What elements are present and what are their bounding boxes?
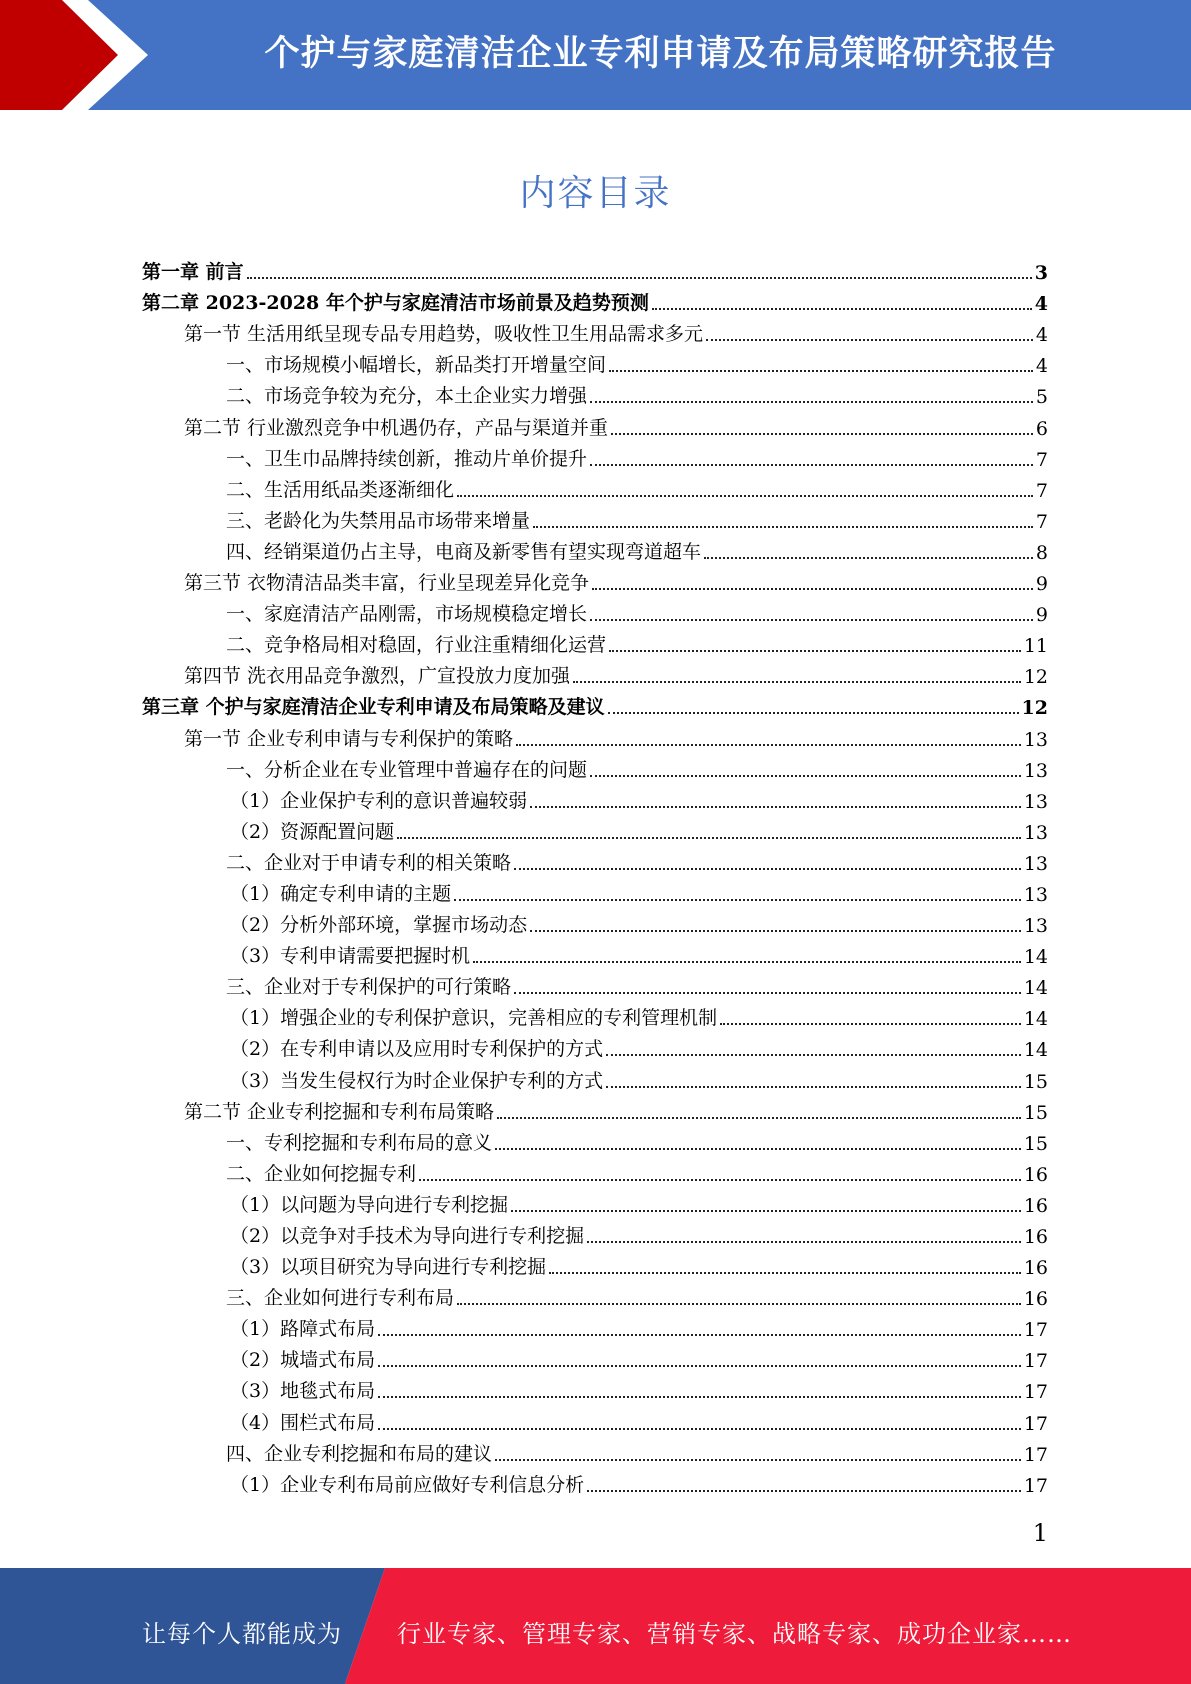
toc-entry[interactable]	[142, 968, 1048, 999]
toc-dot-leader	[454, 877, 1021, 901]
toc-dot-leader	[590, 597, 1033, 621]
toc-dot-leader	[590, 753, 1021, 777]
toc-entry[interactable]	[142, 1093, 1048, 1124]
toc-entry-page: 15	[1023, 1101, 1048, 1124]
toc-entry[interactable]	[142, 1217, 1048, 1248]
toc-entry-page: 16	[1023, 1163, 1048, 1186]
toc-entry-page: 9	[1035, 573, 1048, 596]
toc-dot-leader	[495, 1437, 1021, 1461]
toc-entry-label: 一、家庭清洁产品刚需，市场规模稳定增长	[226, 599, 590, 626]
toc-entry-label: 第一章 前言	[142, 257, 247, 284]
toc-entry-page: 5	[1035, 386, 1048, 409]
toc-entry[interactable]	[142, 284, 1048, 315]
toc-entry[interactable]	[142, 719, 1048, 750]
toc-entry[interactable]	[142, 875, 1048, 906]
toc-entry-page: 14	[1023, 977, 1048, 1000]
toc-entry-label: 一、分析企业在专业管理中普遍存在的问题	[226, 755, 590, 782]
toc-entry-page: 17	[1023, 1474, 1048, 1497]
toc-dot-leader	[720, 1001, 1021, 1025]
toc-entry-label: （1）以问题为导向进行专利挖掘	[230, 1190, 511, 1217]
toc-entry-label: 一、卫生巾品牌持续创新，推动片单价提升	[226, 444, 590, 471]
toc-entry[interactable]	[142, 1372, 1048, 1403]
toc-entry-page: 16	[1023, 1194, 1048, 1217]
header-banner	[0, 0, 1191, 110]
toc-entry-page: 7	[1035, 510, 1048, 533]
toc-entry[interactable]	[142, 813, 1048, 844]
toc-dot-leader	[516, 722, 1021, 746]
toc-entry[interactable]	[142, 315, 1048, 346]
toc-entry-page: 13	[1023, 728, 1048, 751]
report-title: 个护与家庭清洁企业专利申请及布局策略研究报告	[264, 34, 1057, 74]
toc-entry-label: （3）地毯式布局	[230, 1376, 378, 1403]
toc-entry-page: 17	[1023, 1381, 1048, 1404]
toc-entry-label: 一、专利挖掘和专利布局的意义	[226, 1128, 495, 1155]
toc-dot-leader	[587, 1468, 1021, 1492]
toc-dot-leader	[573, 659, 1021, 683]
toc-entry-label: （1）路障式布局	[230, 1314, 378, 1341]
toc-entry-label: 第一节 生活用纸呈现专品专用趋势，吸收性卫生用品需求多元	[184, 319, 706, 346]
toc-entry[interactable]	[142, 688, 1048, 719]
toc-entry-page: 17	[1023, 1350, 1048, 1373]
toc-title: 内容目录	[519, 173, 672, 214]
toc-entry[interactable]	[142, 440, 1048, 471]
toc-entry[interactable]	[142, 533, 1048, 564]
toc-entry-label: （1）增强企业的专利保护意识，完善相应的专利管理机制	[230, 1003, 720, 1030]
toc-dot-leader	[530, 908, 1021, 932]
toc-entry-label: 二、竞争格局相对稳固，行业注重精细化运营	[226, 630, 609, 657]
toc-entry[interactable]	[142, 564, 1048, 595]
toc-dot-leader	[611, 411, 1033, 435]
toc-entry-label: 四、经销渠道仍占主导，电商及新零售有望实现弯道超车	[226, 537, 704, 564]
toc-entry-label: （3）当发生侵权行为时企业保护专利的方式	[230, 1066, 606, 1093]
toc-dot-leader	[609, 348, 1033, 372]
toc-entry-label: （3）以项目研究为导向进行专利挖掘	[230, 1252, 549, 1279]
toc-dot-leader	[704, 535, 1033, 559]
toc-entry[interactable]	[142, 626, 1048, 657]
toc-dot-leader	[652, 286, 1032, 310]
toc-entry-page: 17	[1023, 1443, 1048, 1466]
toc-entry-page: 4	[1035, 355, 1048, 378]
toc-entry[interactable]	[142, 1341, 1048, 1372]
toc-entry-page: 17	[1023, 1412, 1048, 1435]
toc-dot-leader	[378, 1312, 1021, 1336]
toc-dot-leader	[587, 1219, 1021, 1243]
toc-entry-label: 三、企业对于专利保护的可行策略	[226, 972, 514, 999]
toc-entry-label: 二、生活用纸品类逐渐细化	[226, 475, 457, 502]
toc-entry[interactable]	[142, 502, 1048, 533]
toc-entry-label: 第二节 企业专利挖掘和专利布局策略	[184, 1097, 497, 1124]
toc-entry[interactable]	[142, 377, 1048, 408]
toc-entry-label: 第三章 个护与家庭清洁企业专利申请及布局策略及建议	[142, 692, 608, 719]
toc-entry[interactable]	[142, 999, 1048, 1030]
toc-entry[interactable]	[142, 595, 1048, 626]
toc-dot-leader	[533, 504, 1033, 528]
toc-entry-page: 12	[1023, 666, 1048, 689]
toc-dot-leader	[590, 442, 1033, 466]
toc-entry-page: 13	[1023, 759, 1048, 782]
toc-entry-page: 9	[1035, 604, 1048, 627]
toc-entry-page: 12	[1021, 697, 1048, 720]
toc-dot-leader	[530, 784, 1021, 808]
toc-entry-page: 13	[1023, 821, 1048, 844]
toc-entry-page: 3	[1034, 262, 1048, 285]
toc-entry-page: 14	[1023, 1008, 1048, 1031]
toc-entry-label: 第三节 衣物清洁品类丰富，行业呈现差异化竞争	[184, 568, 592, 595]
toc-entry[interactable]	[142, 1403, 1048, 1434]
toc-entry-page: 14	[1023, 1039, 1048, 1062]
toc-entry-page: 8	[1035, 541, 1048, 564]
toc-entry-label: 第四节 洗衣用品竞争激烈，广宣投放力度加强	[184, 661, 573, 688]
toc-dot-leader	[511, 1188, 1021, 1212]
footer-slogan-right: 行业专家、管理专家、营销专家、战略专家、成功企业家……	[397, 1620, 1072, 1648]
toc-entry-page: 11	[1023, 635, 1048, 658]
toc-dot-leader	[397, 815, 1021, 839]
toc-dot-leader	[592, 566, 1033, 590]
toc-dot-leader	[378, 1406, 1021, 1430]
toc-dot-leader	[514, 970, 1021, 994]
toc-entry-page: 7	[1035, 479, 1048, 502]
toc-entry[interactable]	[142, 751, 1048, 782]
toc-entry[interactable]	[142, 937, 1048, 968]
toc-entry[interactable]	[142, 844, 1048, 875]
toc-entry-page: 17	[1023, 1319, 1048, 1342]
toc-entry-label: 三、老龄化为失禁用品市场带来增量	[226, 506, 533, 533]
toc-entry[interactable]	[142, 1310, 1048, 1341]
toc-entry-page: 16	[1023, 1257, 1048, 1280]
toc-dot-leader	[549, 1250, 1021, 1274]
toc-entry-label: （4）围栏式布局	[230, 1408, 378, 1435]
toc-entry-label: （2）资源配置问题	[230, 817, 397, 844]
toc-dot-leader	[608, 690, 1019, 714]
toc-dot-leader	[606, 1064, 1021, 1088]
toc-entry[interactable]	[142, 1061, 1048, 1092]
toc-entry[interactable]	[142, 1279, 1048, 1310]
table-of-contents	[142, 253, 1048, 1497]
toc-dot-leader	[457, 1281, 1021, 1305]
toc-entry-label: （2）分析外部环境，掌握市场动态	[230, 910, 530, 937]
toc-entry[interactable]	[142, 657, 1048, 688]
toc-entry-label: 第二节 行业激烈竞争中机遇仍存，产品与渠道并重	[184, 413, 611, 440]
toc-entry[interactable]	[142, 346, 1048, 377]
toc-entry-page: 16	[1023, 1288, 1048, 1311]
toc-dot-leader	[590, 379, 1033, 403]
toc-entry[interactable]	[142, 1124, 1048, 1155]
toc-entry-label: 二、企业如何挖掘专利	[226, 1159, 419, 1186]
toc-entry-label: 四、企业专利挖掘和布局的建议	[226, 1439, 495, 1466]
toc-dot-leader	[378, 1343, 1021, 1367]
toc-entry[interactable]	[142, 471, 1048, 502]
toc-entry-page: 13	[1023, 883, 1048, 906]
toc-entry-label: 第二章 2023-2028 年个护与家庭清洁市场前景及趋势预测	[142, 288, 652, 315]
toc-entry-page: 13	[1023, 852, 1048, 875]
toc-entry[interactable]	[142, 1466, 1048, 1497]
toc-entry-label: （2）城墙式布局	[230, 1345, 378, 1372]
toc-dot-leader	[497, 1095, 1021, 1119]
toc-entry-label: （1）企业专利布局前应做好专利信息分析	[230, 1470, 587, 1497]
toc-dot-leader	[457, 473, 1033, 497]
toc-dot-leader	[419, 1157, 1021, 1181]
toc-entry-page: 14	[1023, 946, 1048, 969]
toc-entry[interactable]	[142, 1248, 1048, 1279]
toc-entry-label: （1）确定专利申请的主题	[230, 879, 454, 906]
toc-entry-page: 15	[1023, 1070, 1048, 1093]
toc-entry-page: 4	[1034, 293, 1048, 316]
toc-entry-label: 二、企业对于申请专利的相关策略	[226, 848, 514, 875]
toc-entry-label: 三、企业如何进行专利布局	[226, 1283, 457, 1310]
toc-entry[interactable]	[142, 408, 1048, 439]
toc-entry-label: 一、市场规模小幅增长，新品类打开增量空间	[226, 350, 609, 377]
toc-dot-leader	[706, 317, 1033, 341]
toc-entry-label: （3）专利申请需要把握时机	[230, 941, 473, 968]
toc-dot-leader	[609, 628, 1021, 652]
toc-entry[interactable]	[142, 1030, 1048, 1061]
toc-entry-page: 16	[1023, 1226, 1048, 1248]
toc-entry-label: （2）以竞争对手技术为导向进行专利挖掘	[230, 1221, 587, 1248]
toc-entry-label: （1）企业保护专利的意识普遍较弱	[230, 786, 530, 813]
toc-entry-page: 13	[1023, 790, 1048, 813]
toc-entry-label: 二、市场竞争较为充分，本土企业实力增强	[226, 381, 590, 408]
toc-entry-page: 7	[1035, 448, 1048, 471]
toc-entry[interactable]	[142, 1155, 1048, 1186]
toc-entry[interactable]	[142, 782, 1048, 813]
toc-dot-leader	[606, 1032, 1021, 1056]
toc-entry-label: 第一节 企业专利申请与专利保护的策略	[184, 724, 516, 751]
toc-dot-leader	[247, 255, 1032, 279]
toc-entry-page: 13	[1023, 915, 1048, 938]
toc-dot-leader	[514, 846, 1021, 870]
toc-entry[interactable]	[142, 1435, 1048, 1466]
toc-dot-leader	[378, 1374, 1021, 1398]
footer-slogan-left: 让每个人都能成为	[142, 1620, 342, 1648]
toc-entry-page: 15	[1023, 1132, 1048, 1155]
toc-entry[interactable]	[142, 253, 1048, 284]
toc-entry-page: 4	[1035, 324, 1048, 347]
toc-dot-leader	[473, 939, 1021, 963]
toc-entry[interactable]	[142, 906, 1048, 937]
toc-entry-page: 6	[1035, 417, 1048, 440]
toc-entry-label: （2）在专利申请以及应用时专利保护的方式	[230, 1034, 606, 1061]
page-number: 1	[1032, 1519, 1048, 1547]
toc-entry[interactable]	[142, 1186, 1048, 1217]
toc-dot-leader	[495, 1126, 1021, 1150]
